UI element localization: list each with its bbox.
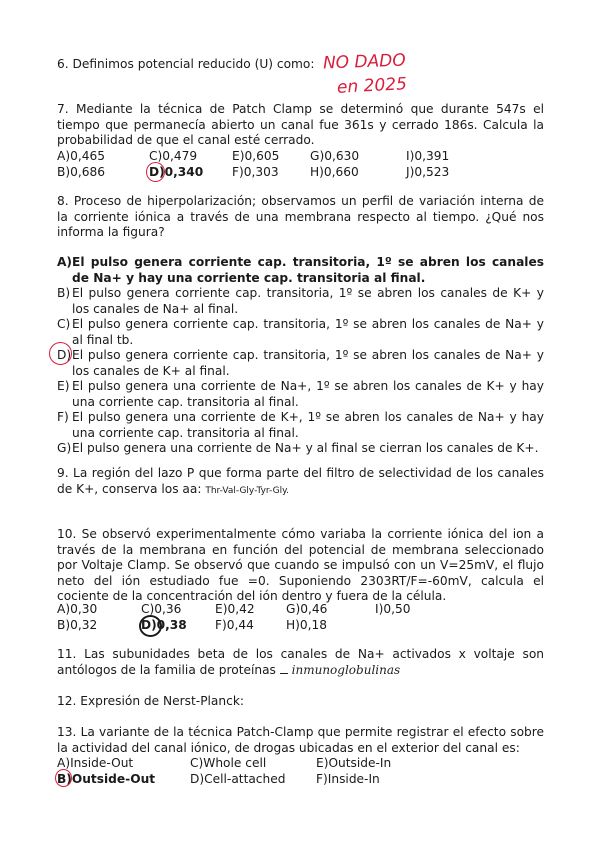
q7-option-a: A)0,465 bbox=[57, 149, 105, 163]
question-11 bbox=[57, 647, 544, 678]
q10-option-h: H)0,18 bbox=[286, 617, 328, 632]
question-13 bbox=[57, 725, 544, 756]
question-11-blank bbox=[280, 673, 288, 674]
question-12 bbox=[57, 694, 544, 710]
q7-option-e: E)0,605 bbox=[232, 149, 280, 163]
question-8 bbox=[57, 194, 544, 241]
question-6-text: 6. Definimos potencial reducido (U) como: bbox=[57, 57, 315, 71]
handwritten-no-dado: NO DADO bbox=[322, 50, 407, 74]
q10-answer-circle-mark bbox=[139, 615, 162, 637]
question-9-text: 9. La región del lazo P que forma parte del filtro de selectividad de los canales de K+, conserva los aa: bbox=[57, 466, 544, 496]
question-7-text: 7. Mediante la técnica de Patch Clamp se determinó que durante 547s el tiempo que permanecía abierto un canal fue 361s y cerrado 186s. Calcula la probabilidad de que el canal esté cerrado. bbox=[57, 102, 544, 147]
q13-option-d: D)Cell-attached bbox=[190, 771, 286, 786]
q10-option-e: E)0,42 bbox=[215, 602, 255, 616]
q7-option-h: H)0,660 bbox=[310, 164, 359, 179]
q7-option-c: C)0,479 bbox=[149, 149, 198, 163]
question-13-text: 13. La variante de la técnica Patch-Clamp que permite registrar el efecto sobre la actividad del canal iónico, de drogas ubicadas en el exterior del canal es: bbox=[57, 725, 544, 755]
q8-option-f: F) El pulso genera una corriente de K+, 1º se abren los canales de Na+ y hay una corriente cap. transitoria al final. bbox=[57, 410, 544, 440]
q8-option-d: D) El pulso genera corriente cap. transitoria, 1º se abren los canales de Na+ y los canales de K+ al final. bbox=[57, 348, 544, 378]
handwritten-en-2025: en 2025 bbox=[336, 74, 408, 98]
q10-option-a: A)0,30 bbox=[57, 602, 98, 616]
q8-option-a: A) El pulso genera corriente cap. transitoria, 1º se abren los canales de Na+ y hay una corriente cap. transitoria al final. bbox=[57, 255, 544, 285]
question-11-text: 11. Las subunidades beta de los canales de Na+ activados x voltaje son antólogos de la familia de proteínas bbox=[57, 647, 544, 677]
q8-option-c: C) El pulso genera corriente cap. transitoria, 1º se abren los canales de Na+ y al final tb. bbox=[57, 317, 544, 347]
q10-option-b: B)0,32 bbox=[57, 617, 98, 632]
question-8-text: 8. Proceso de hiperpolarización; observamos un perfil de variación interna de la corriente iónica a través de una membrana respecto al tiempo. ¿Qué nos informa la figura? bbox=[57, 194, 544, 239]
q13-option-c: C)Whole cell bbox=[190, 756, 267, 770]
q10-option-i: I)0,50 bbox=[375, 602, 411, 616]
q8-answer-circle-mark bbox=[49, 342, 72, 365]
q10-option-d: D)0,38 bbox=[141, 617, 187, 632]
q10-option-g: G)0,46 bbox=[286, 602, 328, 616]
q8-option-g: G) El pulso genera una corriente de Na+ y al final se cierran los canales de K+. bbox=[57, 441, 539, 455]
question-10-text: 10. Se observó experimentalmente cómo variaba la corriente iónica del ion a través de la membrana en función del potencial de membrana seleccionado por Voltaje Clamp. Se observó que cuando se impulsó con un V=25mV, el flujo neto del ión estudiado fue =0. Suponiendo 2303RT/F=-60mV, calcula el cociente de la concentración del ión dentro y fuera de la célula. bbox=[57, 527, 544, 603]
q13-option-e: E)Outside-In bbox=[316, 756, 392, 770]
question-8-options bbox=[57, 255, 544, 457]
q8-option-e: E) El pulso genera una corriente de Na+, 1º se abren los canales de K+ y hay una corriente cap. transitoria al final. bbox=[57, 379, 544, 409]
q7-option-d: D)0,340 bbox=[149, 164, 204, 179]
question-10 bbox=[57, 527, 544, 605]
q7-option-j: J)0,523 bbox=[406, 164, 450, 179]
q13-option-f: F)Inside-In bbox=[316, 771, 380, 786]
question-10-options bbox=[57, 602, 544, 633]
q7-option-f: F)0,303 bbox=[232, 164, 279, 179]
question-13-options bbox=[57, 756, 544, 787]
question-7-options bbox=[57, 149, 544, 180]
question-9-answer: Thr-Val-Gly-Tyr-Gly. bbox=[205, 485, 290, 496]
q8-option-b: B) El pulso genera corriente cap. transitoria, 1º se abren los canales de K+ y los canales de Na+ al final. bbox=[57, 286, 544, 316]
q13-option-a: A)Inside-Out bbox=[57, 756, 134, 770]
question-7 bbox=[57, 102, 544, 149]
handwritten-inmunoglobulinas: inmunoglobulinas bbox=[291, 662, 401, 677]
q7-option-b: B)0,686 bbox=[57, 164, 106, 179]
q7-answer-circle-mark bbox=[146, 162, 165, 182]
question-6 bbox=[57, 57, 544, 73]
q13-answer-circle-mark bbox=[55, 769, 72, 787]
question-9 bbox=[57, 466, 544, 499]
q10-option-f: F)0,44 bbox=[215, 617, 254, 632]
q13-option-b: B)Outside-Out bbox=[57, 771, 156, 786]
q10-option-c: C)0,36 bbox=[141, 602, 182, 616]
q7-option-g: G)0,630 bbox=[310, 149, 360, 163]
q7-option-i: I)0,391 bbox=[406, 149, 450, 163]
question-12-text: 12. Expresión de Nerst-Planck: bbox=[57, 694, 244, 708]
